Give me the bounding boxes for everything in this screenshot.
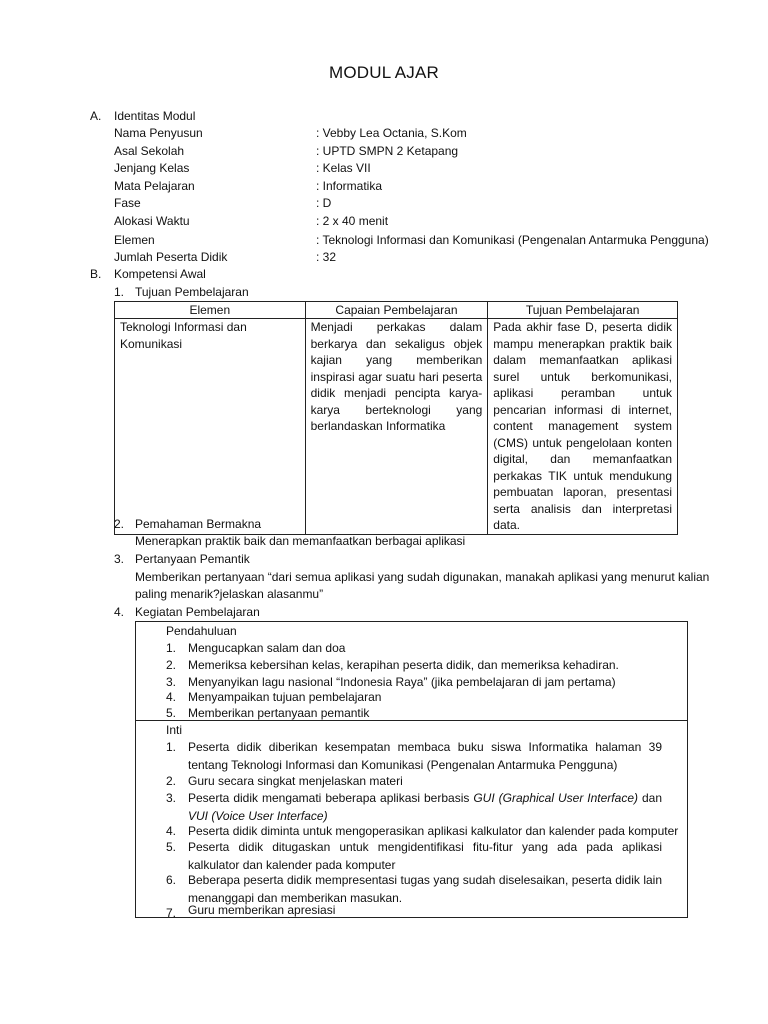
table-cell-elemen: Teknologi Informasi dan Komunikasi <box>115 319 306 535</box>
identity-value: : 32 <box>316 250 337 264</box>
list-number: 1. <box>166 641 177 655</box>
list-number: 2. <box>166 774 177 788</box>
section-heading: Inti <box>166 723 183 737</box>
item-text: Menerapkan praktik baik dan memanfaatkan berbagai aplikasi <box>135 534 466 548</box>
identity-label: Jumlah Peserta Didik <box>114 250 228 264</box>
identity-value: : UPTD SMPN 2 Ketapang <box>316 144 459 158</box>
list-item: Menyampaikan tujuan pembelajaran <box>188 690 382 704</box>
list-item <box>188 790 662 825</box>
list-number: 5. <box>166 706 177 720</box>
identity-value: : Vebby Lea Octania, S.Kom <box>316 126 467 140</box>
section-heading: Pendahuluan <box>166 624 237 638</box>
list-item-text: dan <box>638 791 662 805</box>
item-heading: Pertanyaan Pemantik <box>135 552 250 566</box>
list-number: 4. <box>166 690 177 704</box>
pendahuluan-box <box>135 621 688 721</box>
identity-label: Mata Pelajaran <box>114 179 195 193</box>
identity-label: Asal Sekolah <box>114 144 185 158</box>
identity-value: : 2 x 40 menit <box>316 214 389 228</box>
item-text: paling menarik?jelaskan alasanmu” <box>135 587 324 601</box>
table-header: Elemen <box>115 302 306 319</box>
identity-label: Elemen <box>114 233 155 247</box>
list-number: 5. <box>166 840 177 854</box>
section-b-letter: B. <box>90 267 102 281</box>
table-row <box>115 319 678 535</box>
table-cell-tujuan: Pada akhir fase D, peserta didik mampu menerapkan praktik baik dalam memanfaatkan aplikasi surel untuk berkomunikasi, aplikasi peramban untuk pencarian informasi di internet, content management system (CMS) untuk pengelolaan konten digital, dan memanfaatkan perkakas TIK untuk mendukung pembuatan laporan, presentasi serta analisis dan interpretasi data. <box>488 319 678 535</box>
section-b-heading: Kompetensi Awal <box>114 267 206 281</box>
identity-label: Fase <box>114 196 141 210</box>
table-header-row <box>115 302 678 319</box>
list-item-italic: VUI (Voice User Interface) <box>188 808 328 823</box>
learning-objectives-table <box>114 301 678 535</box>
item-number: 1. <box>114 285 125 299</box>
list-item: Mengucapkan salam dan doa <box>188 641 346 655</box>
section-a-heading: Identitas Modul <box>114 109 196 123</box>
table-cell-capaian: Menjadi perkakas dalam berkarya dan sekaligus objek kajian yang memberikan inspirasi agar suatu hari peserta didik menjadi pencipta karya-karya berteknologi yang berlandaskan Informatika <box>305 319 488 535</box>
list-number: 6. <box>166 873 177 887</box>
item-heading: Tujuan Pembelajaran <box>135 285 249 299</box>
table-header: Capaian Pembelajaran <box>305 302 488 319</box>
list-number: 2. <box>166 658 177 672</box>
item-number: 3. <box>114 552 125 566</box>
list-item: Guru secara singkat menjelaskan materi <box>188 774 403 788</box>
list-item-italic: GUI (Graphical User Interface) <box>473 791 638 805</box>
identity-label: Alokasi Waktu <box>114 214 190 228</box>
page-title: MODUL AJAR <box>328 63 439 82</box>
inti-box <box>135 720 688 918</box>
list-item-text: Peserta didik mengamati beberapa aplikasi berbasis <box>188 791 474 805</box>
list-item: Beberapa peserta didik mempresentasi tugas yang sudah diselesaikan, peserta didik lain menanggapi dan memberikan masukan. <box>188 873 662 905</box>
list-item: Memberikan pertanyaan pemantik <box>188 706 370 720</box>
section-a-letter: A. <box>90 109 102 123</box>
list-item: Peserta didik diminta untuk mengoperasikan aplikasi kalkulator dan kalender pada komputer <box>188 824 679 838</box>
identity-value: : Kelas VII <box>316 161 371 175</box>
identity-label: Nama Penyusun <box>114 126 203 140</box>
item-heading: Kegiatan Pembelajaran <box>135 605 260 619</box>
item-text: Memberikan pertanyaan “dari semua aplikasi yang sudah digunakan, manakah aplikasi yang menurut kalian <box>135 570 710 584</box>
list-number: 3. <box>166 791 177 805</box>
list-number: 1. <box>166 740 177 754</box>
table-header: Tujuan Pembelajaran <box>488 302 678 319</box>
identity-label: Jenjang Kelas <box>114 161 190 175</box>
identity-value: : Teknologi Informasi dan Komunikasi (Pengenalan Antarmuka Pengguna) <box>316 233 709 247</box>
list-item: Peserta didik diberikan kesempatan membaca buku siswa Informatika halaman 39 tentang Teknologi Informasi dan Komunikasi (Pengenalan Antarmuka Pengguna) <box>188 740 662 772</box>
list-number: 3. <box>166 675 177 689</box>
list-number: 7. <box>166 906 177 920</box>
item-heading: Pemahaman Bermakna <box>135 517 262 531</box>
list-item: Guru memberikan apresiasi <box>188 903 336 917</box>
list-item: Peserta didik ditugaskan untuk mengidentifikasi fitu-fitur yang ada pada aplikasi kalkulator dan kalender pada komputer <box>188 840 662 872</box>
list-number: 4. <box>166 824 177 838</box>
item-number: 2. <box>114 517 125 531</box>
identity-value: : Informatika <box>316 179 383 193</box>
item-number: 4. <box>114 605 125 619</box>
list-item: Memeriksa kebersihan kelas, kerapihan peserta didik, dan memeriksa kehadiran. <box>188 658 619 672</box>
identity-value: : D <box>316 196 332 210</box>
list-item: Menyanyikan lagu nasional “Indonesia Raya” (jika pembelajaran di jam pertama) <box>188 675 616 689</box>
